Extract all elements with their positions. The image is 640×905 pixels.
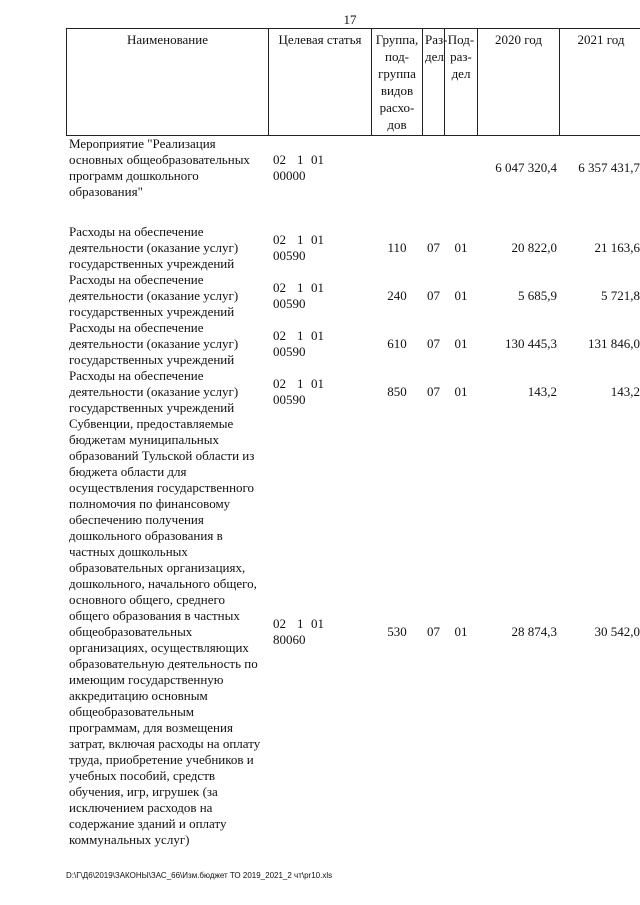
row-name: Расходы на обеспечение деятельности (оказание услуг) государственных учреждений <box>69 368 239 415</box>
amount-2021: 6 357 431,7 <box>578 160 640 175</box>
target-article-part: 00000 <box>273 168 306 183</box>
header-section: Раз-дел <box>423 29 445 136</box>
target-article-part: 1 <box>297 376 304 391</box>
target-article-code <box>269 224 372 272</box>
expense-group <box>372 136 423 201</box>
section-code: 07 <box>427 624 440 639</box>
target-article-code <box>269 368 372 416</box>
expense-group: 530 <box>387 624 407 639</box>
target-article-part: 01 <box>311 232 324 247</box>
row-name: Расходы на обеспечение деятельности (оказание услуг) государственных учреждений <box>69 224 239 271</box>
target-article-part: 01 <box>311 616 324 631</box>
target-article-part: 00590 <box>273 296 306 311</box>
table-row <box>67 224 640 272</box>
row-name: Субвенции, предоставляемые бюджетам муниципальных образований Тульской области из бюджета области для осуществления государственного полномочия по финансовому обеспечению получения дошкольного образования в частных дошкольных образовательных организациях, дошкольного, начального общего, основного общего, среднего общего образования в частных общеобразовательных организациях, осуществляющих образовательную деятельность по имеющим государственную аккредитацию основным общеобразовательным программам, для возмещения затрат, включая расходы на оплату труда, приобретение учебников и учебных пособий, средств обучения, игр, игрушек (за исключением расходов на содержание зданий и оплату коммунальных услуг) <box>69 416 261 847</box>
expense-group: 610 <box>387 336 407 351</box>
target-article-part: 1 <box>297 152 304 167</box>
amount-2020: 6 047 320,4 <box>495 160 557 175</box>
target-article-part: 02 <box>273 376 286 391</box>
target-article-part: 01 <box>311 376 324 391</box>
table-row <box>67 320 640 368</box>
section-code <box>423 136 445 201</box>
section-code: 07 <box>427 288 440 303</box>
expense-group: 850 <box>387 384 407 399</box>
table-header-row <box>67 29 640 136</box>
subsection-code: 01 <box>454 384 468 399</box>
target-article-part: 02 <box>273 328 286 343</box>
target-article-part: 00590 <box>273 248 306 263</box>
target-article-code <box>269 136 372 201</box>
row-name: Расходы на обеспечение деятельности (оказание услуг) государственных учреждений <box>69 320 239 367</box>
target-article-part: 02 <box>273 152 286 167</box>
subsection-code: 01 <box>454 336 468 351</box>
section-code: 07 <box>427 336 440 351</box>
subsection-code: 01 <box>454 288 468 303</box>
amount-2020: 20 822,0 <box>511 240 557 255</box>
target-article-part: 01 <box>311 152 324 167</box>
section-code: 07 <box>427 240 440 255</box>
header-year-2020: 2020 год <box>478 29 560 136</box>
target-article-code <box>269 320 372 368</box>
header-group: Группа, под-группа видов расхо-дов <box>372 29 423 136</box>
target-article-part: 00590 <box>273 392 306 407</box>
header-subsection: Под-раз-дел <box>445 29 478 136</box>
file-path-footer: D:\Г\Д6\2019\ЗАКОНЫ\ЗАС_66\Изм.бюджет ТО 2019_2021_2 чт\pr10.xls <box>66 871 333 880</box>
amount-2020: 28 874,3 <box>511 624 557 639</box>
target-article-part: 00590 <box>273 344 306 359</box>
table-row <box>67 368 640 416</box>
table-row <box>67 416 640 848</box>
target-article-part: 1 <box>297 232 304 247</box>
target-article-part: 01 <box>311 328 324 343</box>
amount-2020: 5 685,9 <box>518 288 557 303</box>
amount-2021: 30 542,0 <box>594 624 640 639</box>
expense-group: 110 <box>387 240 407 255</box>
amount-2021: 143,2 <box>610 384 640 399</box>
target-article-part: 01 <box>311 280 324 295</box>
subsection-code <box>445 136 478 201</box>
amount-2021: 21 163,6 <box>594 240 640 255</box>
table-row <box>67 272 640 320</box>
amount-2020: 143,2 <box>527 384 557 399</box>
header-target-article: Целевая статья <box>269 29 372 136</box>
budget-table <box>66 28 640 848</box>
amount-2021: 5 721,8 <box>601 288 640 303</box>
section-code: 07 <box>427 384 440 399</box>
expense-group: 240 <box>387 288 407 303</box>
amount-2021: 131 846,0 <box>588 336 640 351</box>
table-row <box>67 136 640 201</box>
header-year-2021: 2021 год <box>560 29 640 136</box>
header-name: Наименование <box>67 29 269 136</box>
target-article-part: 80060 <box>273 632 306 647</box>
subsection-code: 01 <box>454 624 468 639</box>
target-article-part: 02 <box>273 232 286 247</box>
target-article-part: 1 <box>297 616 304 631</box>
row-name: Расходы на обеспечение деятельности (оказание услуг) государственных учреждений <box>69 272 239 319</box>
target-article-part: 1 <box>297 328 304 343</box>
target-article-part: 02 <box>273 616 286 631</box>
row-name: Мероприятие "Реализация основных общеобразовательных программ дошкольного образования" <box>69 136 250 199</box>
amount-2020: 130 445,3 <box>505 336 557 351</box>
target-article-code <box>269 416 372 848</box>
subsection-code: 01 <box>454 240 468 255</box>
row-spacer <box>67 200 640 224</box>
target-article-part: 02 <box>273 280 286 295</box>
target-article-part: 1 <box>297 280 304 295</box>
target-article-code <box>269 272 372 320</box>
spacer-cell <box>67 200 640 224</box>
page-number: 17 <box>343 12 357 27</box>
